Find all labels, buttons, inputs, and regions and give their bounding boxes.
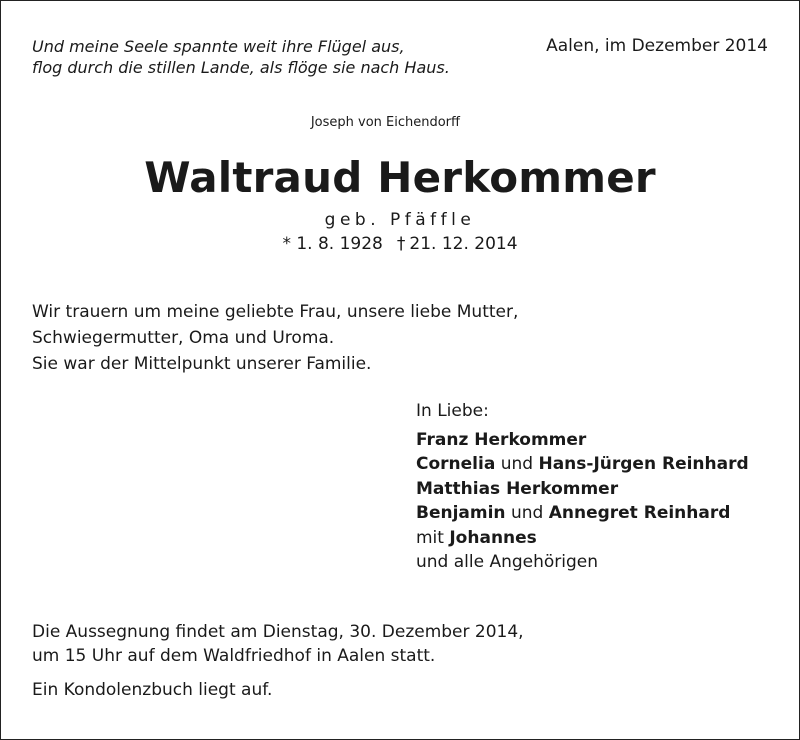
- mourner-name: Benjamin: [416, 503, 506, 523]
- mourner-row: [416, 428, 786, 453]
- epigraph-line-2: flog durch die stillen Lande, als flöge sie nach Haus.: [32, 58, 450, 77]
- mourners-intro: In Liebe:: [416, 401, 489, 421]
- mourner-name: Cornelia: [416, 454, 496, 474]
- place-date: Aalen, im Dezember 2014: [546, 36, 768, 56]
- conjunction: und: [500, 454, 534, 474]
- mourner-row: [416, 477, 786, 502]
- mourning-line-3: Sie war der Mittelpunkt unserer Familie.: [32, 354, 372, 374]
- mourning-line-1: Wir trauern um meine geliebte Frau, unsere liebe Mutter,: [32, 302, 519, 322]
- mourner-row: [416, 501, 786, 526]
- epigraph-line-1: Und meine Seele spannte weit ihre Flügel aus,: [32, 37, 405, 56]
- mourner-name: Annegret Reinhard: [548, 503, 731, 523]
- mourning-line-2: Schwiegermutter, Oma und Uroma.: [32, 328, 335, 348]
- service-info: [32, 620, 752, 668]
- birth-date: * 1. 8. 1928: [282, 234, 383, 254]
- service-line-2: um 15 Uhr auf dem Waldfriedhof in Aalen statt.: [32, 646, 436, 666]
- mourners-others: und alle Angehörigen: [416, 552, 599, 572]
- conjunction: und: [510, 503, 544, 523]
- death-date: 21. 12. 2014: [409, 234, 518, 254]
- life-dates: [0, 233, 800, 255]
- deceased-name: Waltraud Herkommer: [144, 153, 656, 202]
- mourning-text: [32, 299, 752, 377]
- mourner-row: [416, 526, 786, 551]
- service-line-1: Die Aussegnung findet am Dienstag, 30. Dezember 2014,: [32, 622, 524, 642]
- cross-icon: †: [396, 234, 406, 254]
- condolence-note: Ein Kondolenzbuch liegt auf.: [32, 680, 273, 700]
- epigraph: [32, 36, 472, 130]
- maiden-name: geb. Pfäffle: [324, 210, 476, 230]
- mourners-list: [416, 399, 786, 575]
- mourner-name: Johannes: [449, 527, 537, 548]
- mourner-row: [416, 452, 786, 477]
- mourner-name: Matthias Herkommer: [416, 478, 619, 499]
- mourner-name: Franz Herkommer: [416, 429, 587, 450]
- preposition: mit: [416, 527, 444, 548]
- mourner-name: Hans-Jürgen Reinhard: [538, 454, 749, 474]
- epigraph-author: Joseph von Eichendorff: [310, 115, 460, 130]
